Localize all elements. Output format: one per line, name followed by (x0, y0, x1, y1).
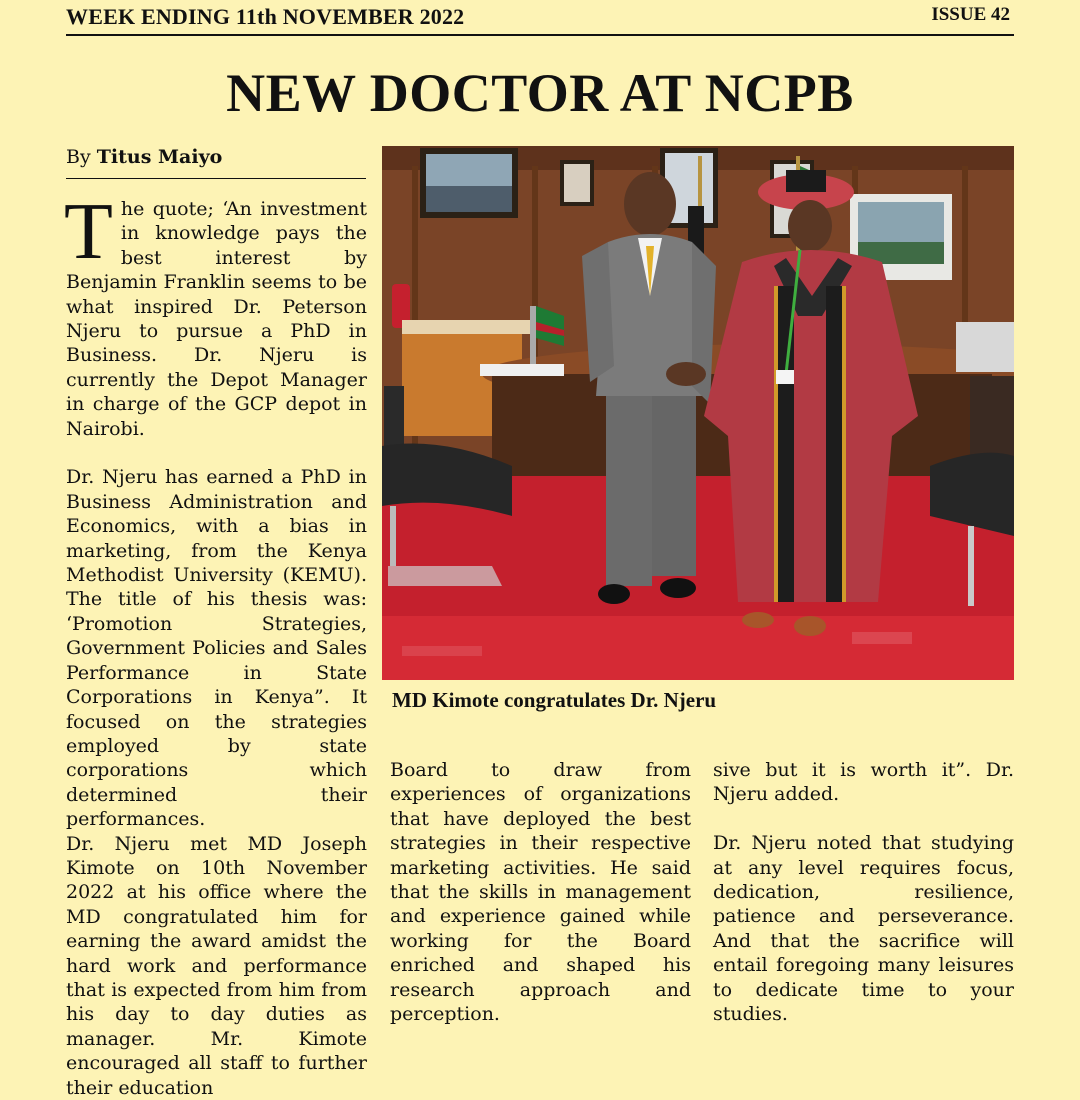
article-paragraph-6: Dr. Njeru noted that studying at any level requires focus, dedication, resilience, patience and perseverance. And that the sacrifice will entail foregoing many leisures to dedicate time to your studies. (713, 832, 1014, 1026)
byline-author: Titus Maiyo (96, 146, 223, 168)
photo-caption: MD Kimote congratulates Dr. Njeru (392, 688, 717, 712)
article-paragraph-5: sive but it is worth it”. Dr. Njeru added. (713, 759, 1014, 806)
byline (66, 146, 366, 179)
article-paragraph-2: Dr. Njeru has earned a PhD in Business Administration and Economics, with a bias in marketing, from the Kenya Methodist University (KEMU). The title of his thesis was: ‘Promotion Strategies, Government Policies and Sales Performance in State Corporations in Kenya”. It focused on the strategies employed by state corporations which determined their performances. (66, 466, 367, 831)
article-paragraph-4: Board to draw from experiences of organizations that have deployed the best strategies in their respective marketing activities. He said that the skills in management and experience gained while working for the Board enriched and shaped his research approach and perception. (390, 759, 691, 1026)
drop-cap: T (64, 188, 113, 276)
week-ending-label: WEEK ENDING 11th NOVEMBER 2022 (66, 4, 465, 29)
byline-prefix: By (66, 146, 91, 168)
article-paragraph-1 (64, 188, 367, 441)
article-paragraph-3: Dr. Njeru met MD Joseph Kimote on 10th November 2022 at his office where the MD congratulated him for earning the award amidst the hard work and performance that is expected from him from his day to day duties as manager. Mr. Kimote encouraged all staff to further their education (66, 832, 367, 1099)
article-column-2 (390, 758, 691, 1026)
article-column-1 (64, 188, 367, 1100)
issue-number: ISSUE 42 (931, 4, 1010, 25)
article-photo (382, 146, 1014, 680)
article-headline: NEW DOCTOR AT NCPB (226, 63, 854, 123)
article-column-3 (713, 758, 1014, 1026)
paragraph-1-text: he quote; ‘An investment in knowledge pays the best interest by Benjamin Franklin seems to be what inspired Dr. Peterson Njeru to pursue a PhD in Business. Dr. Njeru is currently the Depot Manager in charge of the GCP depot in Nairobi. (66, 198, 367, 440)
issue-header-bar (66, 0, 1014, 36)
